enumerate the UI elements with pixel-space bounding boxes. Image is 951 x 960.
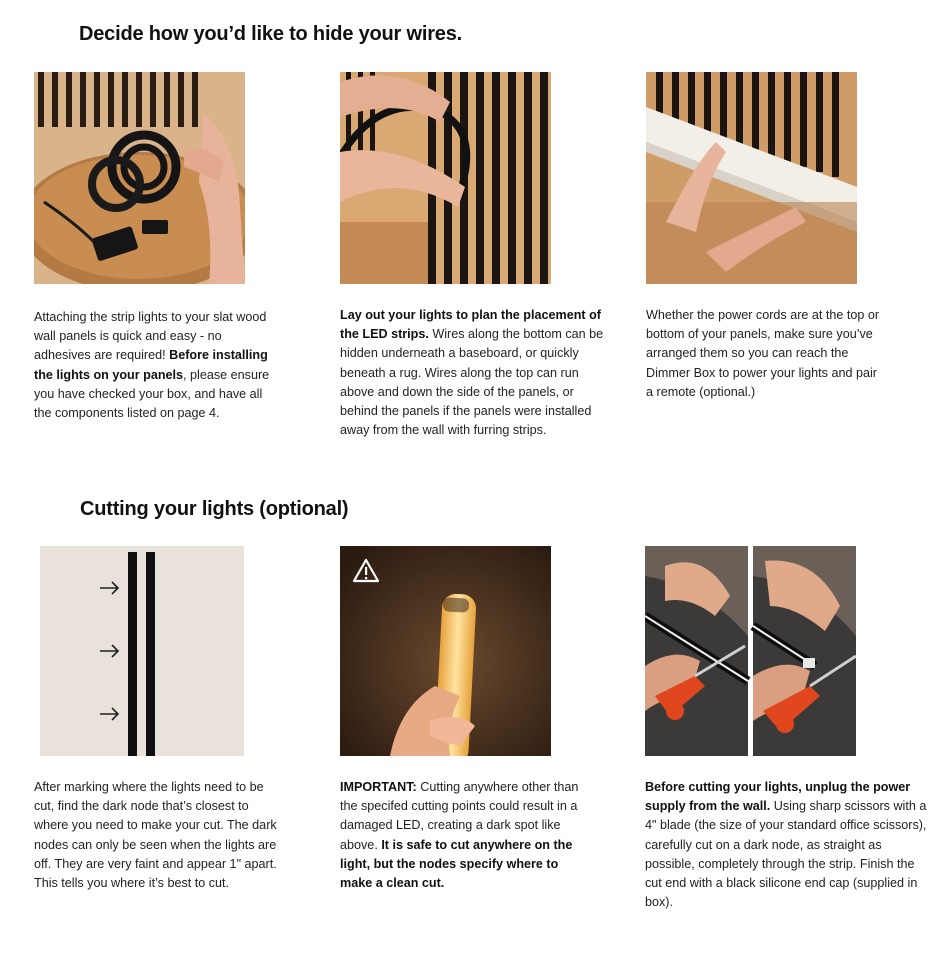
photo-light-kit-on-table	[34, 72, 245, 284]
photo-damaged-led-glow	[340, 546, 551, 756]
section-title-cutting: Cutting your lights (optional)	[80, 498, 349, 520]
caption-attaching-strip-lights: Attaching the strip lights to your slat wood wall panels is quick and easy - no adhesives are required! Before installing the lights on your panels, please ensure you have checked your box, and have all the components listed on page 4.	[34, 310, 270, 421]
caption-finding-dark-node: After marking where the lights need to be cut, find the dark node that’s closest to where you need to make your cut. The dark nodes can only be seen when the lights are off. They are very faint and appear 1" apart. This tells you where it’s best to cut.	[34, 780, 277, 891]
caption-important-cutting: IMPORTANT: Cutting anywhere other than the specifed cutting points could result in a damaged LED, creating a dark spot like above. It is safe to cut anywhere on the light, but the nodes specify where to make a clean cut.	[340, 780, 579, 891]
caption-lay-out-lights: Lay out your lights to plan the placement of the LED strips. Wires along the bottom can be hidden underneath a baseboard, or quickly beneath a rug. Wires along the top can run above and down the side of the panels, or behind the panels if the panels were installed away from the wall with furring strips.	[340, 308, 604, 438]
photo-baseboard-hiding-wire	[646, 72, 857, 284]
section-title-hide-wires: Decide how you’d like to hide your wires.	[79, 23, 462, 45]
photo-scissors-cutting-strip	[645, 546, 856, 756]
photo-laying-out-strip	[340, 72, 551, 284]
caption-power-cords: Whether the power cords are at the top or bottom of your panels, make sure you’ve arranged them so you can reach the Dimmer Box to power your lights and pair a remote (optional.)	[646, 308, 880, 399]
caption-before-cutting: Before cutting your lights, unplug the power supply from the wall. Using sharp scissors with a 4" blade (the size of your standard office scissors), carefully cut on a dark node, as straight as possible, completely through the strip. Finish the cut end with a black silicone end cap (supplied in box).	[645, 780, 927, 910]
photo-dark-nodes-diagram	[40, 546, 244, 756]
